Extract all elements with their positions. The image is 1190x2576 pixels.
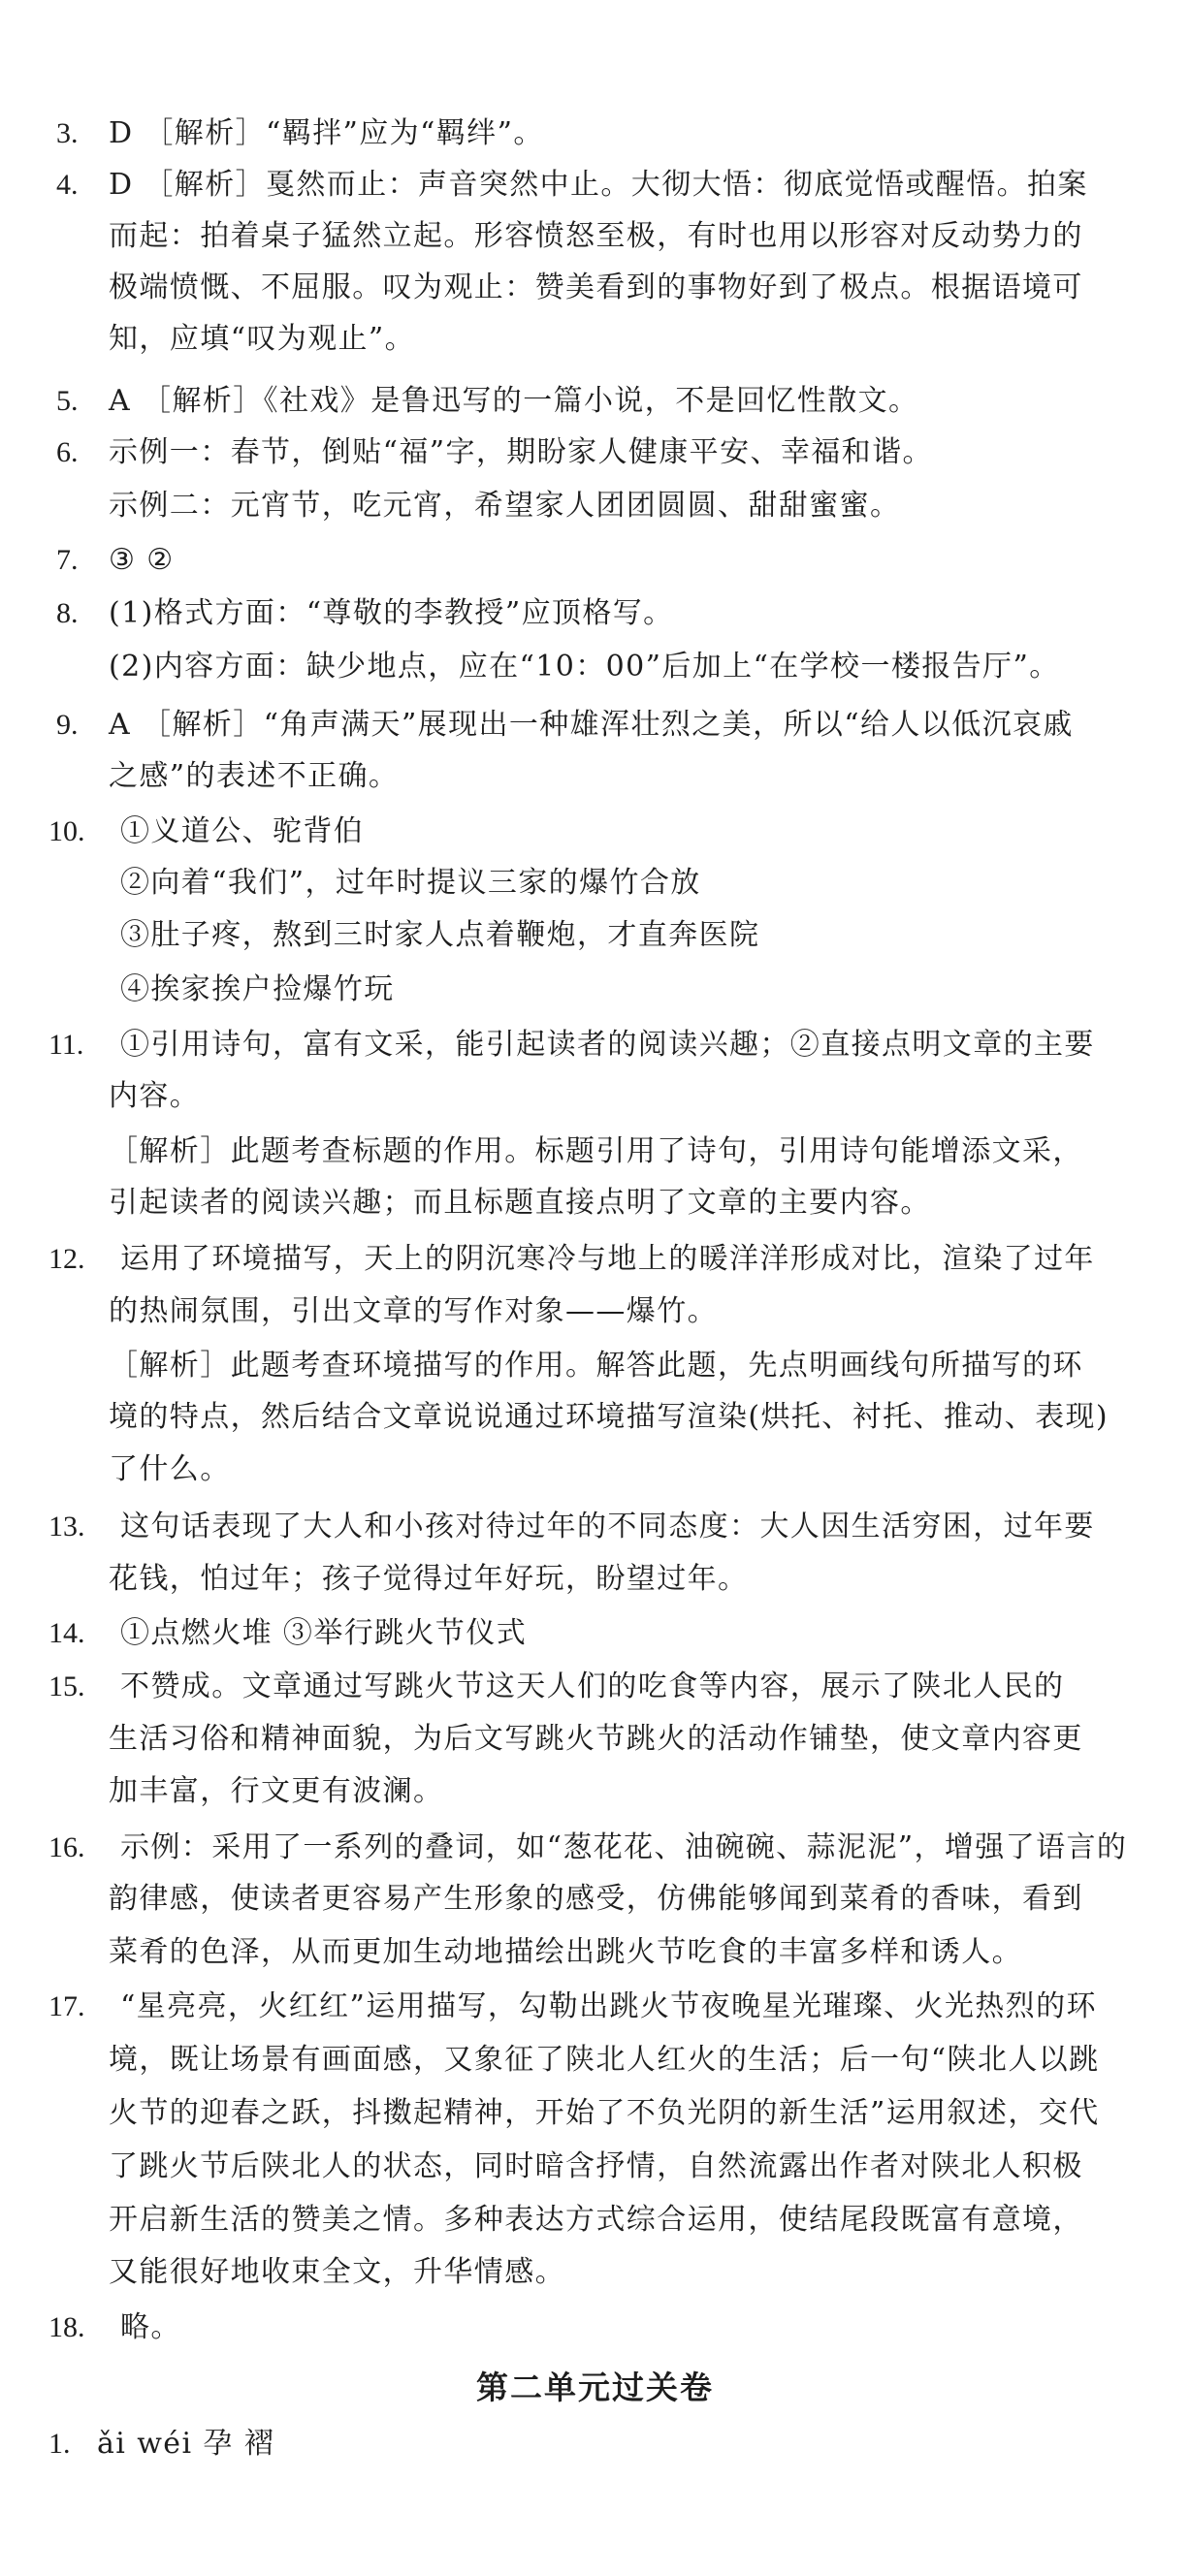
answer-line: 韵律感，使读者更容易产生形象的感受，仿佛能够闻到菜肴的香味，看到 bbox=[109, 1882, 1083, 1916]
item-number: 6. bbox=[56, 436, 79, 468]
item-number: 16. bbox=[48, 1831, 85, 1863]
answer-line: 的热闹氛围，引出文章的写作对象——爆竹。 bbox=[109, 1294, 718, 1328]
answer-line: 示例二：元宵节，吃元宵，希望家人团团圆圆、甜甜蜜蜜。 bbox=[109, 489, 901, 523]
answer-line: 略。 bbox=[120, 2310, 181, 2344]
item-number: 3. bbox=[56, 117, 79, 149]
answer-line: 花钱，怕过年；孩子觉得过年好玩，盼望过年。 bbox=[109, 1562, 749, 1596]
answer-line: (1)格式方面：“尊敬的李教授”应顶格写。 bbox=[109, 596, 674, 630]
item-number: 9. bbox=[56, 709, 79, 741]
answer-line: ①引用诗句，富有文采，能引起读者的阅读兴趣；②直接点明文章的主要 bbox=[120, 1028, 1095, 1062]
answer-line: 极端愤慨、不屈服。叹为观止：赞美看到的事物好到了极点。根据语境可 bbox=[109, 270, 1083, 304]
answer-line: 了跳火节后陕北人的状态，同时暗含抒情，自然流露出作者对陕北人积极 bbox=[109, 2149, 1083, 2183]
answer-line: 境的特点，然后结合文章说说通过环境描写渲染(烘托、衬托、推动、表现) bbox=[109, 1400, 1110, 1434]
answer-line: 又能很好地收束全文，升华情感。 bbox=[109, 2255, 565, 2289]
answer-line: 开启新生活的赞美之情。多种表达方式综合运用，使结尾段既富有意境， bbox=[109, 2203, 1083, 2237]
item-number: 10. bbox=[48, 815, 85, 847]
answer-line: ②向着“我们”，过年时提议三家的爆竹合放 bbox=[120, 866, 701, 900]
answer-line: “星亮亮，火红红”运用描写，勾勒出跳火节夜晚星光璀璨、火光热烈的环 bbox=[120, 1989, 1097, 2023]
item-number: 13. bbox=[48, 1511, 85, 1542]
item-number: 18. bbox=[48, 2311, 85, 2343]
answer-line: 而起：拍着桌子猛然立起。形容愤怒至极，有时也用以形容对反动势力的 bbox=[109, 219, 1083, 253]
answer-line: D ［解析］戛然而止：声音突然中止。大彻大悟：彻底觉悟或醒悟。拍案 bbox=[109, 168, 1088, 202]
answer-line: ［解析］此题考查环境描写的作用。解答此题，先点明画线句所描写的环 bbox=[109, 1349, 1083, 1383]
answer-line: ③ ② bbox=[109, 543, 175, 577]
answer-line: 这句话表现了大人和小孩对待过年的不同态度：大人因生活穷困，过年要 bbox=[120, 1510, 1095, 1543]
item-number: 14. bbox=[48, 1617, 85, 1649]
item-number: 7. bbox=[56, 544, 79, 576]
answer-line: 火节的迎春之跃，抖擞起精神，开始了不负光阴的新生活”运用叙述，交代 bbox=[109, 2096, 1100, 2130]
answer-line: 境，既让场景有画面感，又象征了陕北人红火的生活；后一句“陕北人以跳 bbox=[109, 2043, 1100, 2077]
item-number: 8. bbox=[56, 597, 79, 629]
answer-line: 引起读者的阅读兴趣；而且标题直接点明了文章的主要内容。 bbox=[109, 1186, 931, 1220]
item-number: 17. bbox=[48, 1990, 85, 2022]
item-number: 15. bbox=[48, 1670, 85, 1702]
answer-line: 之感”的表述不正确。 bbox=[109, 759, 400, 793]
answer-line: A ［解析］《社戏》是鲁迅写的一篇小说，不是回忆性散文。 bbox=[109, 384, 919, 418]
answer-line: ①义道公、驼背伯 bbox=[120, 814, 365, 848]
answer-line: 了什么。 bbox=[109, 1452, 231, 1486]
answer-line: 知，应填“叹为观止”。 bbox=[109, 322, 416, 356]
answer-line: 菜肴的色泽，从而更加生动地描绘出跳火节吃食的丰富多样和诱人。 bbox=[109, 1935, 1022, 1969]
answer-line: D ［解析］“羁拌”应为“羁绊”。 bbox=[109, 116, 544, 150]
item-number: 5. bbox=[56, 385, 79, 417]
answer-line: 生活习俗和精神面貌，为后文写跳火节跳火的活动作铺垫，使文章内容更 bbox=[109, 1722, 1083, 1756]
answer-line: 示例：采用了一系列的叠词，如“葱花花、油碗碗、蒜泥泥”，增强了语言的 bbox=[120, 1830, 1128, 1864]
answer-line: ［解析］此题考查标题的作用。标题引用了诗句，引用诗句能增添文采， bbox=[109, 1134, 1083, 1168]
answer-line: (2)内容方面：缺少地点，应在“10：00”后加上“在学校一楼报告厅”。 bbox=[109, 650, 1060, 684]
answer-line: 示例一：春节，倒贴“福”字，期盼家人健康平安、幸福和谐。 bbox=[109, 435, 933, 469]
answer-line: ④挨家挨户捡爆竹玩 bbox=[120, 972, 395, 1006]
answer-line: 内容。 bbox=[109, 1079, 201, 1113]
answer-line: 运用了环境描写，天上的阴沉寒冷与地上的暖洋洋形成对比，渲染了过年 bbox=[120, 1242, 1095, 1276]
answer-line: ①点燃火堆 ③举行跳火节仪式 bbox=[120, 1616, 528, 1650]
answer-line: 加丰富，行文更有波澜。 bbox=[109, 1774, 444, 1808]
item-number: 1. bbox=[48, 2428, 71, 2460]
item-number: 11. bbox=[48, 1029, 84, 1061]
answer-line: A ［解析］“角声满天”展现出一种雄浑壮烈之美，所以“给人以低沉哀戚 bbox=[109, 708, 1074, 742]
item-number: 4. bbox=[56, 169, 79, 201]
answer-line: ǎi wéi 孕 褶 bbox=[97, 2427, 275, 2461]
answer-line: 不赞成。文章通过写跳火节这天人们的吃食等内容，展示了陕北人民的 bbox=[120, 1670, 1065, 1703]
section-heading: 第二单元过关卷 bbox=[476, 2369, 714, 2406]
item-number: 12. bbox=[48, 1243, 85, 1275]
answer-line: ③肚子疼，熬到三时家人点着鞭炮，才直奔医院 bbox=[120, 918, 760, 952]
